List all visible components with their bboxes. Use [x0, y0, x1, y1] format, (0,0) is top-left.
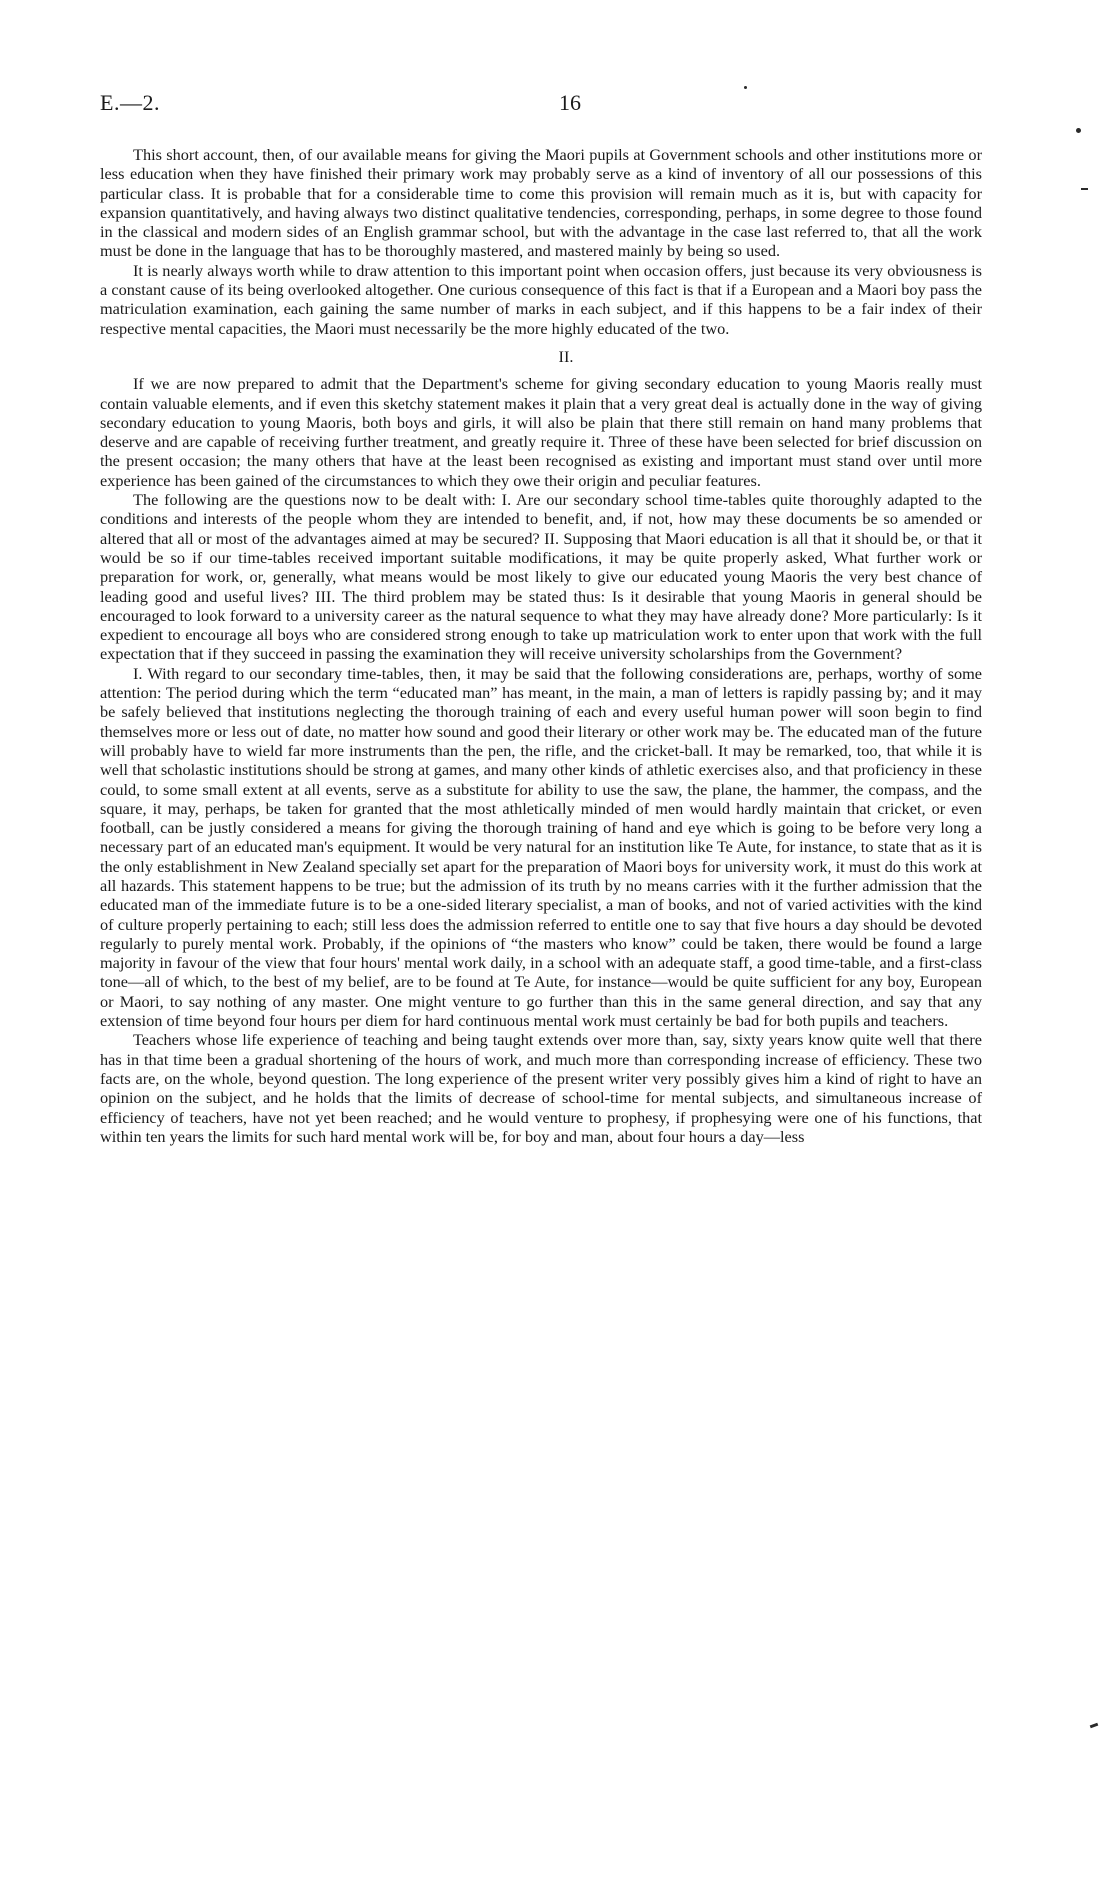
stray-mark — [1090, 1723, 1099, 1729]
section-heading: II. — [558, 346, 574, 366]
paragraph: If we are now prepared to admit that the Department's scheme for giving secondary education to young Maoris really must contain valuable elements, and if even this sketchy statement makes it plain that a very great deal is actually done in the way of giving secondary education to young Maoris, both boys and girls, it will also be plain that there still remain on hand many problems that deserve and are capable of receiving further treatment, and greatly require it. Three of these have been selected for brief discussion on the present occasion; the many others that have at the least been recognised as existing and important must stand over until more experience has been gained of the circumstances to which they owe their origin and peculiar features. — [100, 374, 982, 490]
body-text — [100, 145, 982, 1146]
paragraph: It is nearly always worth while to draw attention to this important point when occasion offers, just because its very obviousness is a constant cause of its being overlooked altogether. One curious consequence of this fact is that if a European and a Maori boy pass the matriculation examination, each gaining the same number of marks in each subject, and if this happens to be a fair index of their respective mental capacities, the Maori must necessarily be the more highly educated of the two. — [100, 260, 982, 338]
page-header — [100, 90, 1114, 120]
paragraph: I. With regard to our secondary time-tables, then, it may be said that the following considerations are, perhaps, worthy of some attention: The period during which the term “educated man” has meant, in the main, a man of letters is rapidly passing by; and it may be safely believed that institutions neglecting the thorough training of each and every useful human power will soon begin to find themselves more or less out of date, no matter how sound and good their literary or other work may be. The educated man of the future will probably have to wield far more instruments than the pen, the rifle, and the cricket-ball. It may be remarked, too, that while it is well that scholastic institutions should be strong at games, and many other kinds of athletic exercises also, and that proficiency in these could, to some small extent at all events, serve as a substitute for ability to use the saw, the plane, the hammer, the compass, and the square, it may, perhaps, be taken for granted that the most athletically minded of men would hardly maintain that cricket, or even football, can be justly considered a means for giving the thorough training of hand and eye which is going to be before very long a necessary part of an educated man's equipment. It would be very natural for an institution like Te Aute, for instance, to state that as it is the only establishment in New Zealand specially set apart for the preparation of Maori boys for university work, it must do this work at all hazards. This statement happens to be true; but the admission of its truth by no means carries with it the further admission that the educated man of the immediate future is to be a one-sided literary specialist, a man of books, and not of varied activities with the kind of culture properly pertaining to each; still less does the admission referred to entitle one to say that five hours a day should be devoted regularly to purely mental work. Probably, if the opinions of “the masters who know” could be taken, there would be found a large majority in favour of the view that four hours' mental work daily, in a school with an adequate staff, a good time-table, and a first-class tone—all of which, to the best of my belief, are to be found at Te Aute, for instance—would be quite sufficient for any boy, European or Maori, to say nothing of any master. One might venture to go further than this in the same general direction, and say that any extension of time beyond four hours per diem for hard continuous mental work must certainly be bad for both pupils and teachers. — [100, 663, 982, 1031]
page-number: 16 — [559, 90, 581, 115]
stray-mark — [1076, 128, 1081, 133]
document-reference: E.—2. — [100, 90, 160, 115]
paragraph: This short account, then, of our available means for giving the Maori pupils at Government schools and other institutions more or less education when they have finished their primary work may probably serve as a kind of inventory of all our possessions of this particular class. It is probable that for a considerable time to come this provision will remain much as it is, but with capacity for expansion quantitatively, and having always two distinct qualitative tendencies, corresponding, perhaps, in some degree to those found in the classical and modern sides of an English grammar school, but with the advantage in the case last referred to, that all the work must be done in the language that has to be thoroughly mastered, and mastered mainly by being so used. — [100, 145, 982, 261]
paragraph: The following are the questions now to be dealt with: I. Are our secondary school time-tables quite thoroughly adapted to the conditions and interests of the people whom they are intended to benefit, and, if not, how may these documents be so amended or altered that all or most of the advantages aimed at may be secured? II. Supposing that Maori education is all that it should be, or that it would be so if our time-tables received important suitable modifications, it may be quite properly asked, What further work or preparation for work, or, generally, what means would be most likely to give our educated young Maoris the very best chance of leading good and useful lives? III. The third problem may be stated thus: Is it desirable that young Maoris in general should be encouraged to look forward to a university career as the natural sequence to what they may have already done? More particularly: Is it expedient to encourage all boys who are considered strong enough to take up matriculation work to enter upon that work with the full expectation that if they succeed in passing the examination they will receive university scholarships from the Government? — [100, 490, 982, 664]
stray-mark — [744, 86, 747, 89]
stray-mark — [1081, 188, 1088, 190]
paragraph: Teachers whose life experience of teaching and being taught extends over more than, say, sixty years know quite well that there has in that time been a gradual shortening of the hours of work, and much more than corresponding increase of efficiency. These two facts are, on the whole, beyond question. The long experience of the present writer very possibly gives him a kind of right to have an opinion on the subject, and he holds that the limits of decrease of school-time for mental subjects, and simultaneous increase of efficiency of teachers, have not yet been reached; and he would venture to prophesy, if prophesying were one of his functions, that within ten years the limits for such hard mental work will be, for boy and man, about four hours a day—less — [100, 1030, 982, 1146]
